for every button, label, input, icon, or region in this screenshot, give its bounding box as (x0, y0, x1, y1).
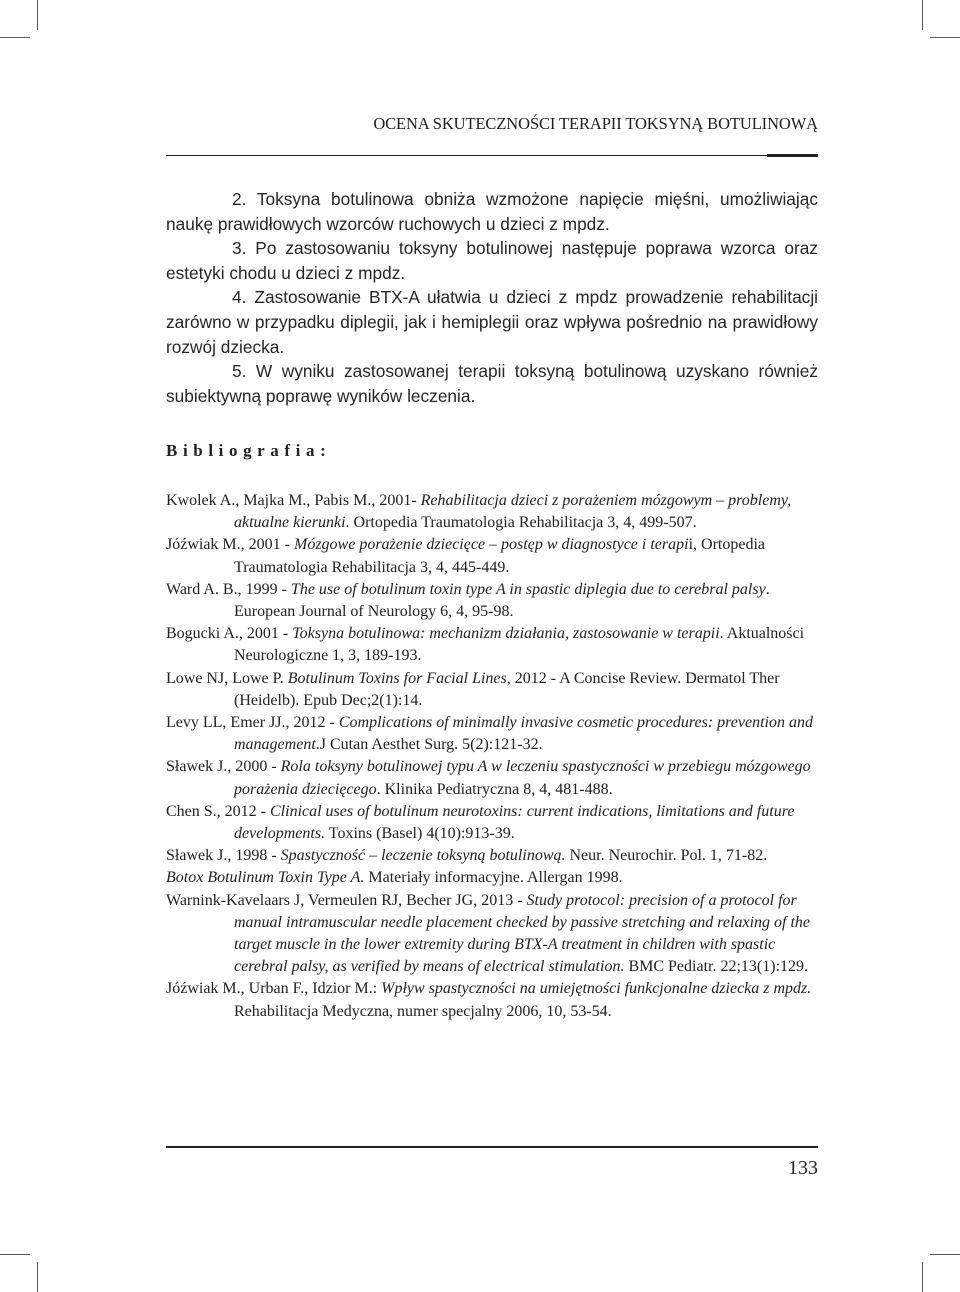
entry-source: Neur. Neurochir. Pol. 1, 71-82. (565, 847, 768, 865)
crop-mark-bottom-left (37, 1262, 38, 1292)
bibliography-list (166, 490, 818, 1023)
entry-authors: Jóźwiak M., 2001 - (166, 536, 294, 554)
bibliography-entry (166, 756, 818, 800)
entry-authors: Jóźwiak M., Urban F., Idzior M.: (166, 980, 382, 998)
entry-title: The use of botulinum toxin type A in spastic diplegia due to cerebral palsy (290, 580, 766, 598)
conclusion-item: 3. Po zastosowaniu toksyny botulinowej następuje poprawa wzorca oraz estetyki chodu u dzieci z mpdz. (166, 238, 818, 283)
crop-mark-bottom-right (922, 1262, 923, 1292)
entry-title: Botox Botulinum Toxin Type A. (166, 869, 365, 887)
entry-source: Materiały informacyjne. Allergan 1998. (364, 869, 623, 887)
entry-authors: Levy LL, Emer JJ., 2012 - (166, 714, 339, 732)
entry-source: BMC Pediatr. 22;13(1):129. (624, 958, 809, 976)
entry-title: Spastyczność – leczenie toksyną botulinową. (280, 847, 566, 865)
entry-authors: Chen S., 2012 - (166, 802, 270, 820)
entry-title: Mózgowe porażenie dziecięce – postęp w diagnostyce i terapi (293, 536, 689, 554)
entry-source: , 2012 - A Concise Review. Dermatol Ther (Heidelb). Epub Dec;2(1):14. (234, 669, 780, 709)
bibliography-entry (166, 801, 818, 845)
entry-source: . Klinika Pediatryczna 8, 4, 481-488. (376, 780, 613, 798)
entry-source: i, Ortopedia Traumatologia Rehabilitacja 3, 4, 445-449. (234, 536, 765, 576)
entry-authors: Sławek J., 1998 - (166, 847, 281, 865)
bibliography-entry (166, 867, 818, 889)
crop-mark-bottom-left-h (0, 1254, 30, 1255)
crop-mark-top-left-h (0, 37, 30, 38)
entry-title: Botulinum Toxins for Facial Lines (287, 669, 507, 687)
entry-source: .J Cutan Aesthet Surg. 5(2):121-32. (315, 736, 543, 754)
entry-title: Wpływ spastyczności na umiejętności funkcjonalne dziecka z mpdz. (381, 980, 812, 998)
bibliography-entry (166, 890, 818, 979)
conclusion-item: 2. Toksyna botulinowa obniża wzmożone napięcie mięśni, umożliwiając naukę prawidłowych wzorców ruchowych u dzieci z mpdz. (166, 189, 818, 234)
entry-source: . European Journal of Neurology 6, 4, 95-98. (234, 580, 770, 621)
footer-rule (166, 1146, 818, 1148)
page-number: 133 (788, 1157, 818, 1179)
entry-source: Rehabilitacja Medyczna, numer specjalny 2006, 10, 53-54. (234, 1002, 612, 1020)
bibliography-entry (166, 534, 818, 578)
entry-authors: Kwolek A., Majka M., Pabis M., 2001- (166, 492, 421, 509)
entry-authors: Warnink-Kavelaars J, Vermeulen RJ, Becher JG, 2013 - (166, 891, 527, 909)
crop-mark-top-left (37, 0, 38, 30)
bibliography-entry (166, 623, 818, 667)
crop-mark-bottom-right-h (930, 1254, 960, 1255)
bibliography-entry (166, 845, 818, 867)
crop-mark-top-right-h (930, 37, 960, 38)
entry-authors: Bogucki A., 2001 - (166, 625, 293, 643)
entry-source: . Aktualności Neurologiczne 1, 3, 189-193. (234, 625, 805, 665)
bibliography-heading: Bibliografia: (166, 441, 332, 460)
conclusions-list (166, 187, 818, 408)
entry-title: Rehabilitacja dzieci z porażeniem mózgowym – problemy, aktualne kierunki (234, 492, 792, 532)
entry-source: . Ortopedia Traumatologia Rehabilitacja 3, 4, 499-507. (345, 514, 697, 532)
entry-title: Toksyna botulinowa: mechanizm działania, zastosowanie w terapii (292, 625, 720, 643)
running-header: OCENA SKUTECZNOŚCI TERAPII TOKSYNĄ BOTULINOWĄ (373, 114, 818, 133)
bibliography-entry (166, 978, 818, 1022)
entry-title: Clinical uses of botulinum neurotoxins: current indications, limitations and future developments. (234, 802, 795, 843)
header-rule-accent (767, 154, 818, 157)
conclusion-item: 4. Zastosowanie BTX-A ułatwia u dzieci z mpdz prowadzenie rehabilitacji zarówno w przypadku diplegii, jak i hemiplegii oraz wpływa pośrednio na prawidłowy rozwój dziecka. (166, 287, 818, 357)
bibliography-entry (166, 668, 818, 712)
crop-mark-top-right (922, 0, 923, 30)
bibliography-entry (166, 712, 818, 756)
entry-title: Complications of minimally invasive cosmetic procedures: prevention and management (234, 714, 813, 754)
entry-source: Toxins (Basel) 4(10):913-39. (325, 825, 515, 843)
entry-authors: Ward A. B., 1999 - (166, 580, 291, 598)
conclusion-item: 5. W wyniku zastosowanej terapii toksyną botulinową uzyskano również subiektywną poprawę wyników leczenia. (166, 361, 818, 406)
header-rule (166, 155, 818, 156)
entry-authors: Sławek J., 2000 - (166, 758, 281, 776)
bibliography-entry (166, 490, 818, 534)
entry-title: Study protocol: precision of a protocol for manual intramuscular needle placement checked by passive stretching and relaxing of the target muscle in the lower extremity during BTX-A treatment in children with spastic cerebral palsy, as verified by means of electrical stimulation. (234, 891, 810, 976)
entry-title: Rola toksyny botulinowej typu A w leczeniu spastyczności w przebiegu mózgowego porażenia dziecięcego (234, 758, 811, 798)
entry-authors: Lowe NJ, Lowe P. (166, 669, 288, 687)
bibliography-entry (166, 579, 818, 623)
